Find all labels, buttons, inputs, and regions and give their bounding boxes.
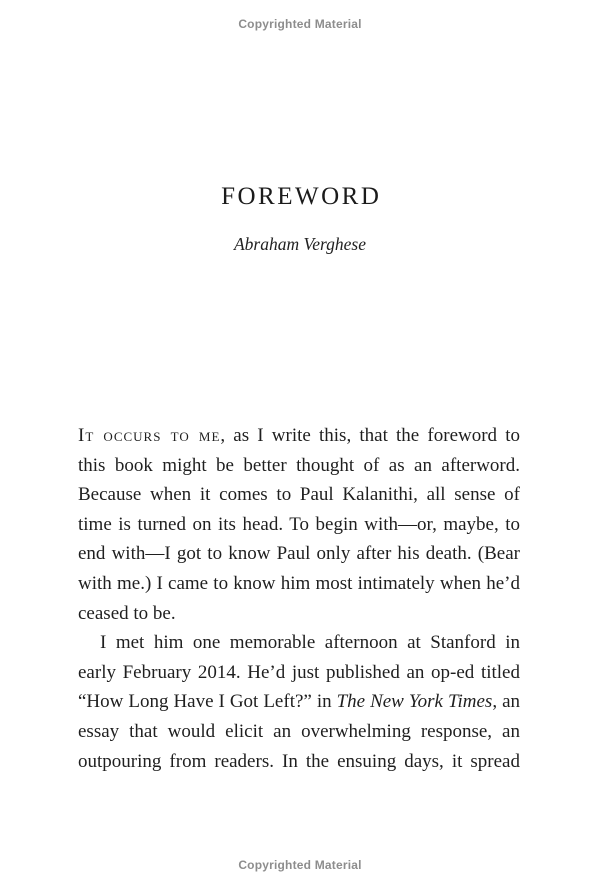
copyright-notice-bottom: Copyrighted Material <box>238 858 362 872</box>
small-caps-opening-phrase: It occurs to me <box>78 425 221 446</box>
body-line: early February 2014. He’d just published an op-ed titled <box>78 661 520 683</box>
body-line: outpouring from readers. In the ensuing days, it spread <box>78 750 520 772</box>
body-line: I met him one memorable afternoon at Stanford in <box>100 632 520 654</box>
body-text <box>78 421 520 776</box>
body-line: essay that would elicit an overwhelming response, an <box>78 720 520 742</box>
body-line: end with—I got to know Paul only after his death. (Bear <box>78 543 520 565</box>
body-line: ceased to be. <box>78 602 176 624</box>
body-line <box>78 687 520 717</box>
body-line: time is turned on its head. To begin with—or, maybe, to <box>78 513 520 535</box>
book-title-italic: The New York Times <box>336 691 493 713</box>
author-name: Abraham Verghese <box>233 234 367 254</box>
chapter-title: FOREWORD <box>221 183 382 210</box>
body-line-text: “How Long Have I Got Left?” in <box>78 691 337 713</box>
body-line: Because when it comes to Paul Kalanithi, all sense of <box>78 484 520 506</box>
body-line-text: , an <box>492 691 520 713</box>
body-line-text: , as I write this, that the foreword to <box>220 425 520 446</box>
body-line: this book might be better thought of as an afterword. <box>78 454 520 476</box>
body-line: with me.) I came to know him most intimately when he’d <box>78 572 520 594</box>
copyright-notice-top: Copyrighted Material <box>238 17 362 31</box>
body-line <box>78 421 520 451</box>
